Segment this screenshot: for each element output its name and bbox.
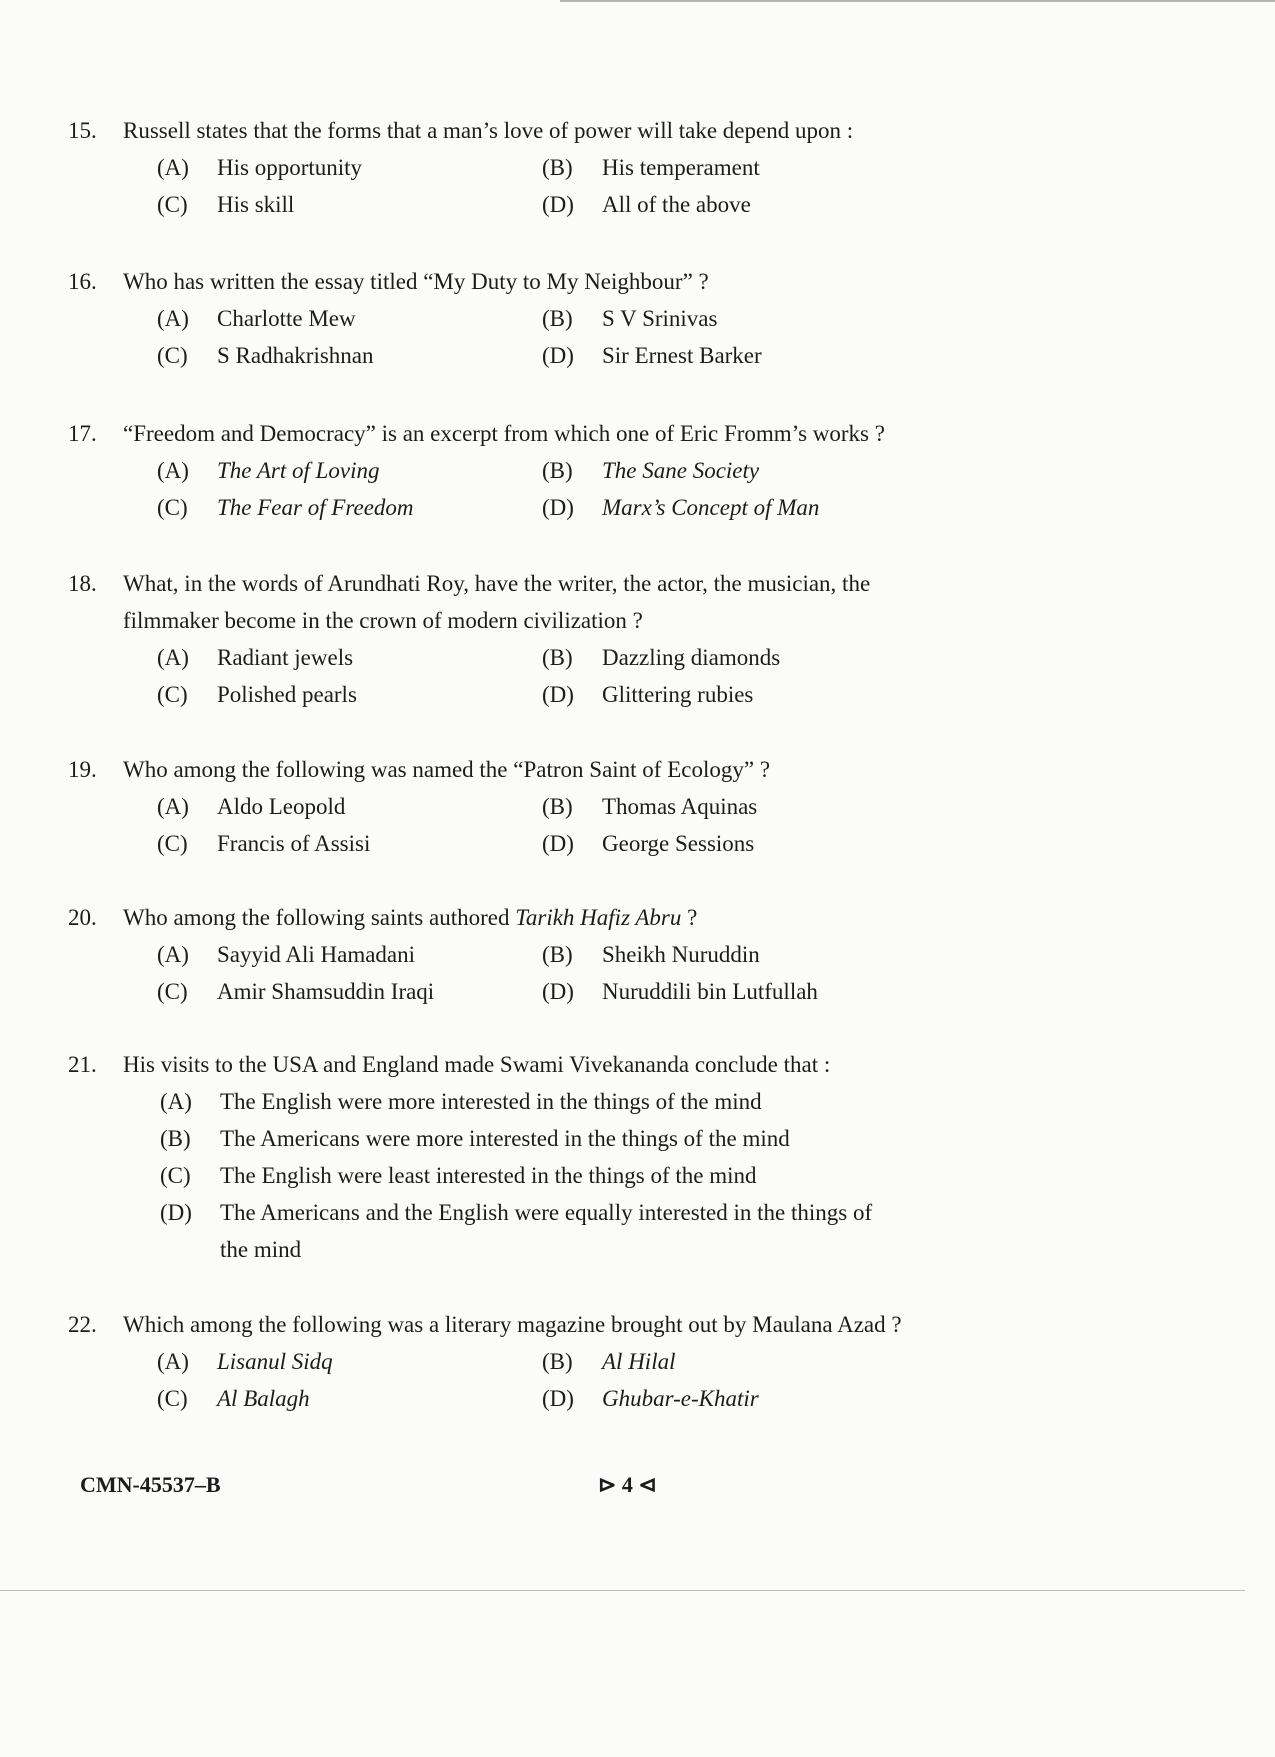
question-number: 19. bbox=[68, 757, 97, 782]
option-text: Lisanul Sidq bbox=[217, 1349, 333, 1374]
question-stem bbox=[68, 112, 948, 149]
option-d bbox=[542, 186, 882, 223]
option-text: Sayyid Ali Hamadani bbox=[217, 942, 416, 967]
option-label: (B) bbox=[542, 1349, 573, 1374]
question-stem bbox=[68, 263, 948, 300]
question-text: Who among the following was named the “Patron Saint of Ecology” ? bbox=[123, 757, 771, 782]
page-number: ⊳ 4 ⊲ bbox=[598, 1472, 657, 1497]
option-a bbox=[157, 1343, 542, 1380]
option-b bbox=[542, 300, 882, 337]
option-text: The Sane Society bbox=[602, 458, 760, 483]
options bbox=[157, 788, 948, 862]
options bbox=[157, 639, 948, 713]
question-number: 21. bbox=[68, 1052, 97, 1077]
question-stem bbox=[68, 751, 948, 788]
question-text: Which among the following was a literary magazine brought out by Maulana Azad ? bbox=[123, 1312, 902, 1337]
option-text: Glittering rubies bbox=[602, 682, 754, 707]
option-text: Aldo Leopold bbox=[217, 794, 346, 819]
option-label: (B) bbox=[542, 942, 573, 967]
option-text: His skill bbox=[217, 192, 295, 217]
option-label: (A) bbox=[157, 306, 189, 331]
option-label: (D) bbox=[542, 1386, 574, 1411]
option-label: (C) bbox=[157, 495, 188, 520]
question-number: 20. bbox=[68, 905, 97, 930]
question-text: “Freedom and Democracy” is an excerpt from which one of Eric Fromm’s works ? bbox=[123, 421, 885, 446]
bottom-edge-rule bbox=[0, 1590, 1245, 1591]
option-label: (D) bbox=[542, 682, 574, 707]
option-b bbox=[542, 936, 882, 973]
option-label: (B) bbox=[160, 1126, 191, 1151]
option-text: The Americans and the English were equally interested in the things of the mind bbox=[220, 1200, 873, 1262]
option-text: Ghubar-e-Khatir bbox=[602, 1386, 759, 1411]
option-c bbox=[157, 825, 542, 862]
option-text: Nuruddili bin Lutfullah bbox=[602, 979, 818, 1004]
question-19 bbox=[68, 751, 948, 862]
option-label: (A) bbox=[160, 1089, 192, 1114]
option-label: (A) bbox=[157, 645, 189, 670]
option-label: (D) bbox=[542, 979, 574, 1004]
option-text: Sheikh Nuruddin bbox=[602, 942, 760, 967]
option-label: (B) bbox=[542, 645, 573, 670]
options bbox=[157, 1343, 948, 1417]
question-stem bbox=[68, 415, 948, 452]
question-number: 18. bbox=[68, 571, 97, 596]
booklet-code: CMN-45537–B bbox=[80, 1472, 221, 1497]
option-a bbox=[157, 936, 542, 973]
option-text: Sir Ernest Barker bbox=[602, 343, 762, 368]
option-label: (C) bbox=[157, 831, 188, 856]
question-number: 15. bbox=[68, 118, 97, 143]
option-text: The Art of Loving bbox=[217, 458, 380, 483]
option-b bbox=[160, 1120, 900, 1157]
option-label: (A) bbox=[157, 155, 189, 180]
option-a bbox=[157, 452, 542, 489]
option-label: (B) bbox=[542, 458, 573, 483]
question-stem bbox=[68, 1046, 948, 1083]
option-text: George Sessions bbox=[602, 831, 755, 856]
option-b bbox=[542, 452, 882, 489]
option-label: (D) bbox=[542, 343, 574, 368]
option-text: The Americans were more interested in the things of the mind bbox=[220, 1126, 790, 1151]
stem-after: ? bbox=[687, 905, 698, 930]
option-b bbox=[542, 639, 882, 676]
option-text: Francis of Assisi bbox=[217, 831, 371, 856]
option-c bbox=[160, 1157, 900, 1194]
option-c bbox=[157, 489, 542, 526]
option-d bbox=[542, 337, 882, 374]
option-label: (C) bbox=[157, 979, 188, 1004]
option-d bbox=[542, 973, 882, 1010]
top-edge-rule bbox=[560, 0, 1275, 2]
option-label: (B) bbox=[542, 306, 573, 331]
option-label: (A) bbox=[157, 458, 189, 483]
question-text: His visits to the USA and England made Swami Vivekananda conclude that : bbox=[123, 1052, 831, 1077]
question-stem bbox=[68, 1306, 948, 1343]
question-16 bbox=[68, 263, 948, 374]
option-c bbox=[157, 676, 542, 713]
question-number: 17. bbox=[68, 421, 97, 446]
option-d bbox=[542, 825, 882, 862]
option-text: Thomas Aquinas bbox=[602, 794, 758, 819]
option-label: (A) bbox=[157, 794, 189, 819]
option-label: (C) bbox=[157, 192, 188, 217]
options bbox=[160, 1083, 948, 1268]
question-text: Who has written the essay titled “My Duty to My Neighbour” ? bbox=[123, 269, 709, 294]
option-d bbox=[542, 489, 882, 526]
question-20 bbox=[68, 899, 948, 1010]
option-text: All of the above bbox=[602, 192, 751, 217]
option-d bbox=[542, 676, 882, 713]
option-a bbox=[157, 300, 542, 337]
question-text: What, in the words of Arundhati Roy, have the writer, the actor, the musician, the filmmaker become in the crown of modern civilization ? bbox=[123, 571, 871, 633]
option-label: (B) bbox=[542, 794, 573, 819]
option-a bbox=[157, 149, 542, 186]
option-text: The Fear of Freedom bbox=[217, 495, 414, 520]
option-label: (B) bbox=[542, 155, 573, 180]
option-text: Radiant jewels bbox=[217, 645, 354, 670]
option-a bbox=[157, 788, 542, 825]
option-text: Polished pearls bbox=[217, 682, 357, 707]
question-18 bbox=[68, 565, 948, 713]
option-label: (C) bbox=[157, 682, 188, 707]
options bbox=[157, 300, 948, 374]
question-text: Russell states that the forms that a man’s love of power will take depend upon : bbox=[123, 118, 854, 143]
option-b bbox=[542, 1343, 882, 1380]
option-a bbox=[160, 1083, 900, 1120]
option-text: His opportunity bbox=[217, 155, 363, 180]
option-label: (D) bbox=[160, 1200, 192, 1225]
option-label: (C) bbox=[157, 343, 188, 368]
question-number: 22. bbox=[68, 1312, 97, 1337]
question-22 bbox=[68, 1306, 948, 1417]
option-text: Dazzling diamonds bbox=[602, 645, 781, 670]
question-stem bbox=[68, 899, 948, 936]
options bbox=[157, 452, 948, 526]
option-b bbox=[542, 149, 882, 186]
question-number: 16. bbox=[68, 269, 97, 294]
option-b bbox=[542, 788, 882, 825]
question-17 bbox=[68, 415, 948, 526]
option-text: Al Balagh bbox=[217, 1386, 310, 1411]
option-label: (C) bbox=[157, 1386, 188, 1411]
work-title: Tarikh Hafiz Abru bbox=[515, 905, 682, 930]
option-d bbox=[542, 1380, 882, 1417]
option-label: (D) bbox=[542, 831, 574, 856]
option-text: Charlotte Mew bbox=[217, 306, 356, 331]
option-label: (D) bbox=[542, 495, 574, 520]
options bbox=[157, 149, 948, 223]
question-stem bbox=[68, 565, 948, 639]
option-c bbox=[157, 1380, 542, 1417]
option-d bbox=[160, 1194, 900, 1268]
options bbox=[157, 936, 948, 1010]
option-text: S V Srinivas bbox=[602, 306, 718, 331]
option-label: (A) bbox=[157, 1349, 189, 1374]
option-label: (D) bbox=[542, 192, 574, 217]
question-text bbox=[123, 899, 948, 936]
option-a bbox=[157, 639, 542, 676]
option-c bbox=[157, 337, 542, 374]
option-text: His temperament bbox=[602, 155, 760, 180]
option-c bbox=[157, 186, 542, 223]
option-label: (C) bbox=[160, 1163, 191, 1188]
question-15 bbox=[68, 112, 948, 223]
option-text: The English were more interested in the things of the mind bbox=[220, 1089, 762, 1114]
question-21 bbox=[68, 1046, 948, 1268]
option-text: Marx’s Concept of Man bbox=[602, 495, 820, 520]
option-text: The English were least interested in the things of the mind bbox=[220, 1163, 757, 1188]
option-text: Al Hilal bbox=[602, 1349, 676, 1374]
option-text: S Radhakrishnan bbox=[217, 343, 374, 368]
stem-before: Who among the following saints authored bbox=[123, 905, 510, 930]
option-label: (A) bbox=[157, 942, 189, 967]
option-c bbox=[157, 973, 542, 1010]
option-text: Amir Shamsuddin Iraqi bbox=[217, 979, 435, 1004]
